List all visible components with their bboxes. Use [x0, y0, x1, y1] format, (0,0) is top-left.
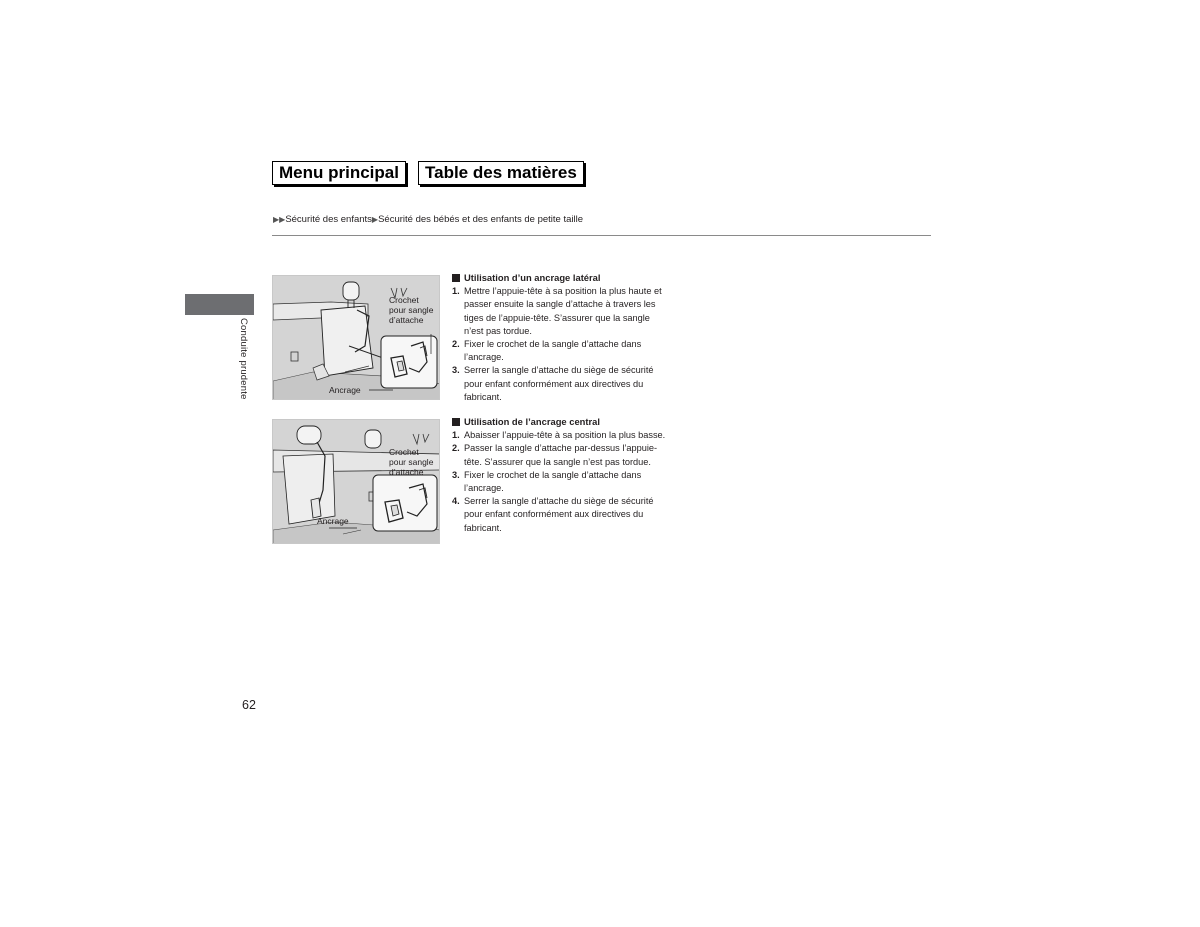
step-text: [464, 469, 682, 495]
hook-label-line1: Crochet: [389, 447, 419, 457]
step-line: Serrer la sangle d’attache du siège de sécurité: [464, 496, 654, 507]
step-item: [452, 495, 682, 535]
section-heading: [452, 271, 682, 284]
step-number: 3.: [452, 365, 460, 376]
breadcrumb-level2[interactable]: Sécurité des bébés et des enfants de petite taille: [378, 214, 583, 225]
hook-label-line2: pour sangle: [389, 305, 434, 315]
step-number: 3.: [452, 469, 460, 480]
hook-label-line3: d’attache: [389, 315, 424, 325]
step-item: [452, 429, 682, 442]
step-line: pour enfant conformément aux directives du: [464, 509, 644, 520]
step-line: Fixer le crochet de la sangle d’attache dans: [464, 469, 642, 480]
step-line: n’est pas tordue.: [464, 325, 532, 336]
anchor-label: Ancrage: [329, 385, 361, 395]
center-anchor-illustration: [272, 419, 440, 544]
step-number: 1.: [452, 430, 460, 441]
step-number: 2.: [452, 443, 460, 454]
hook-label: [389, 447, 433, 477]
step-line: tête. S’assurer que la sangle n’est pas tordue.: [464, 456, 651, 467]
chapter-tab[interactable]: [185, 294, 254, 315]
breadcrumb-arrows-icon: ▶▶: [273, 215, 286, 224]
step-line: l’ancrage.: [464, 352, 504, 363]
section-heading: [452, 415, 682, 428]
step-line: Serrer la sangle d’attache du siège de sécurité: [464, 365, 654, 376]
step-line: l’ancrage.: [464, 483, 504, 494]
chapter-label: Conduite prudente: [238, 318, 249, 400]
anchor-label: Ancrage: [317, 516, 349, 526]
step-item: [452, 338, 682, 364]
step-line: fabricant.: [464, 391, 502, 402]
section-title: Utilisation d’un ancrage latéral: [464, 272, 601, 283]
hook-label-line1: Crochet: [389, 295, 419, 305]
step-text: [464, 442, 682, 468]
step-text: [464, 338, 682, 364]
step-number: 1.: [452, 286, 460, 297]
breadcrumb: [273, 214, 583, 225]
hook-label-line3: d’attache: [389, 467, 424, 477]
step-number: 4.: [452, 496, 460, 507]
side-anchor-instructions: [452, 271, 682, 404]
step-line: Passer la sangle d’attache par-dessus l’appuie-: [464, 443, 658, 454]
main-menu-button[interactable]: Menu principal: [272, 161, 406, 185]
step-item: [452, 469, 682, 495]
header-divider: [272, 235, 931, 236]
hook-label: [389, 295, 433, 325]
step-line: passer ensuite la sangle d’attache à travers les: [464, 299, 656, 310]
side-anchor-illustration: [272, 275, 440, 400]
step-text: [464, 429, 682, 442]
step-item: [452, 285, 682, 338]
section-title: Utilisation de l’ancrage central: [464, 416, 600, 427]
step-line: Abaisser l’appuie-tête à sa position la plus basse.: [464, 430, 666, 441]
breadcrumb-arrow-icon: ▶: [371, 215, 379, 224]
center-anchor-drawing: [273, 420, 440, 544]
square-bullet-icon: [452, 418, 460, 426]
step-text: [464, 495, 682, 535]
center-anchor-instructions: [452, 415, 682, 535]
page-number: 62: [242, 698, 256, 712]
step-line: fabricant.: [464, 522, 502, 533]
step-line: pour enfant conformément aux directives du: [464, 378, 644, 389]
square-bullet-icon: [452, 274, 460, 282]
step-text: [464, 285, 682, 338]
step-line: tiges de l’appuie-tête. S’assurer que la sangle: [464, 312, 650, 323]
step-item: [452, 442, 682, 468]
step-line: Fixer le crochet de la sangle d’attache dans: [464, 339, 642, 350]
step-item: [452, 364, 682, 404]
breadcrumb-level1[interactable]: Sécurité des enfants: [285, 214, 372, 225]
hook-label-line2: pour sangle: [389, 457, 434, 467]
step-number: 2.: [452, 339, 460, 350]
step-line: Mettre l’appuie-tête à sa position la plus haute et: [464, 286, 662, 297]
step-text: [464, 364, 682, 404]
table-of-contents-button[interactable]: Table des matières: [418, 161, 584, 185]
